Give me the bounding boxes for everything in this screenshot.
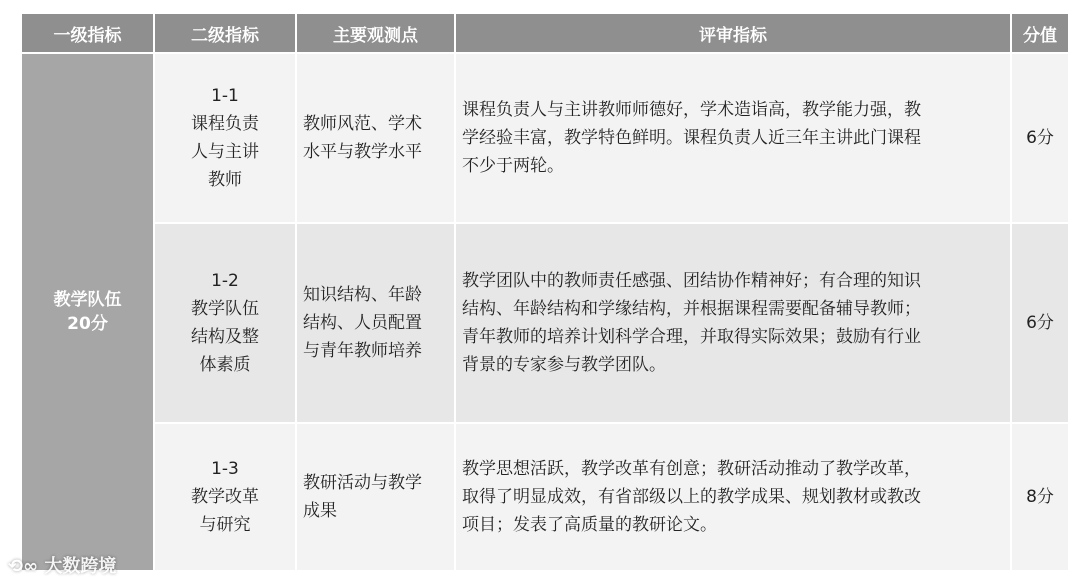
score-cell: 8分 [1012,424,1068,570]
watermark-icon: ⟲∞ [8,556,39,577]
header-score: 分值 [1012,14,1068,52]
level2-cell [155,224,295,422]
level2-code: 1-1 [211,86,239,106]
criteria-text: 不少于两轮。 [462,156,564,176]
watermark-logo [8,552,116,578]
criteria-text: 背景的专家参与教学团队。 [462,355,666,375]
level2-cell [155,54,295,222]
header-level2: 二级指标 [155,14,295,52]
level2-text: 教学队伍 [191,299,259,319]
observe-text: 知识结构、年龄 [303,285,422,305]
observe-text: 成果 [303,501,337,521]
table-row [22,54,1068,222]
header-row [22,14,1068,52]
criteria-text: 取得了明显成效，有省部级以上的教学成果、规划教材或教改 [462,487,921,507]
score-cell: 6分 [1012,54,1068,222]
evaluation-table-container [20,12,1068,572]
level1-score: 20分 [67,314,108,334]
criteria-text: 结构、年龄结构和学缘结构，并根据课程需要配备辅导教师； [462,299,921,319]
criteria-text: 青年教师的培养计划科学合理，并取得实际效果；鼓励有行业 [462,327,921,347]
observe-cell [297,224,454,422]
observe-text: 教师风范、学术 [303,114,422,134]
level2-text: 人与主讲 [191,142,259,162]
criteria-cell [456,424,1010,570]
header-level1: 一级指标 [22,14,153,52]
level2-text: 结构及整 [191,327,259,347]
criteria-text: 项目；发表了高质量的教研论文。 [462,515,717,535]
header-criteria: 评审指标 [456,14,1010,52]
level1-name: 教学队伍 [53,290,122,310]
level2-text: 与研究 [199,515,251,535]
level2-text: 教师 [208,170,242,190]
header-observe: 主要观测点 [297,14,454,52]
observe-text: 与青年教师培养 [303,341,422,361]
level2-text: 体素质 [199,355,251,375]
observe-cell [297,424,454,570]
criteria-text: 课程负责人与主讲教师师德好，学术造诣高，教学能力强，教 [462,100,921,120]
level2-code: 1-2 [211,271,239,291]
observe-text: 教研活动与教学 [303,473,422,493]
table-row [22,424,1068,570]
criteria-text: 教学思想活跃，教学改革有创意；教研活动推动了教学改革， [462,459,921,479]
level1-cell [22,54,153,570]
level2-cell [155,424,295,570]
evaluation-table [20,12,1070,572]
table-row [22,224,1068,422]
watermark-text: 大数跨境 [44,556,117,577]
level2-code: 1-3 [211,459,239,479]
level2-text: 教学改革 [191,487,259,507]
level2-text: 课程负责 [191,114,259,134]
observe-text: 结构、人员配置 [303,313,422,333]
criteria-cell [456,54,1010,222]
score-cell: 6分 [1012,224,1068,422]
criteria-text: 教学团队中的教师责任感强、团结协作精神好；有合理的知识 [462,271,921,291]
criteria-cell [456,224,1010,422]
observe-text: 水平与教学水平 [303,142,422,162]
criteria-text: 学经验丰富，教学特色鲜明。课程负责人近三年主讲此门课程 [462,128,921,148]
observe-cell [297,54,454,222]
